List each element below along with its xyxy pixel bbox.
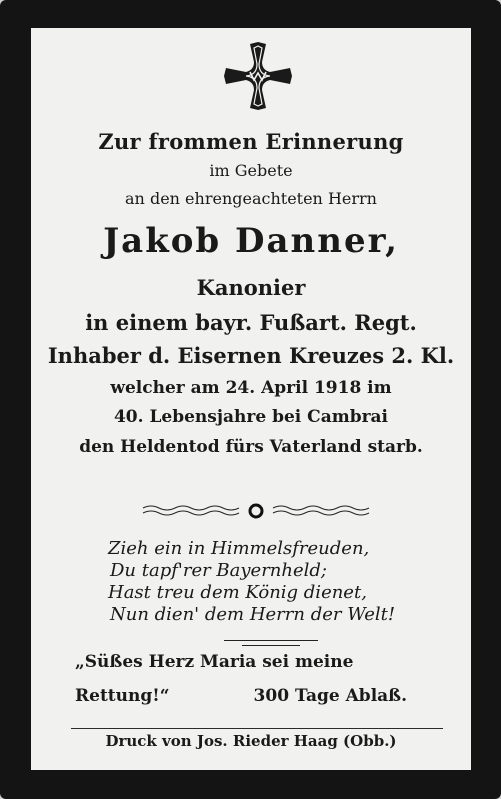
- printer-credit: Druck von Jos. Rieder Haag (Obb.): [105, 732, 397, 750]
- death-line-2: 40. Lebensjahre bei Cambrai: [113, 407, 389, 427]
- card-intro: Zur frommen Erinnerung: [98, 129, 404, 154]
- deceased-name: Jakob Danner,: [103, 221, 399, 261]
- prayer-text-line-2: Rettung!“: [75, 686, 170, 706]
- military-rank: Kanonier: [196, 275, 306, 300]
- divider: [71, 728, 443, 729]
- prayer-text-line-1: „Süßes Herz Maria sei meine: [75, 652, 354, 672]
- indulgence-note: 300 Tage Ablaß.: [253, 686, 407, 706]
- verse-line: Nun dien' dem Herrn der Welt!: [110, 604, 396, 625]
- iron-cross-icon: [224, 42, 292, 110]
- verse-line: Zieh ein in Himmelsfreuden,: [108, 538, 370, 559]
- verse-line: Du tapf'rer Bayernheld;: [110, 560, 327, 581]
- death-line-1: welcher am 24. April 1918 im: [110, 378, 392, 398]
- divider: [224, 640, 318, 648]
- card-honor: an den ehrengeachteten Herrn: [125, 189, 377, 208]
- verse-line: Hast treu dem König dienet,: [108, 582, 367, 603]
- wavy-ornament-icon: [141, 500, 371, 522]
- death-line-3: den Heldentod fürs Vaterland starb.: [79, 437, 423, 457]
- card-paper: [31, 28, 471, 770]
- memorial-verse: [108, 538, 428, 626]
- regiment-line: in einem bayr. Fußart. Regt.: [85, 310, 417, 335]
- decoration-line: Inhaber d. Eisernen Kreuzes 2. Kl.: [47, 343, 455, 368]
- card-prayer: im Gebete: [209, 161, 293, 180]
